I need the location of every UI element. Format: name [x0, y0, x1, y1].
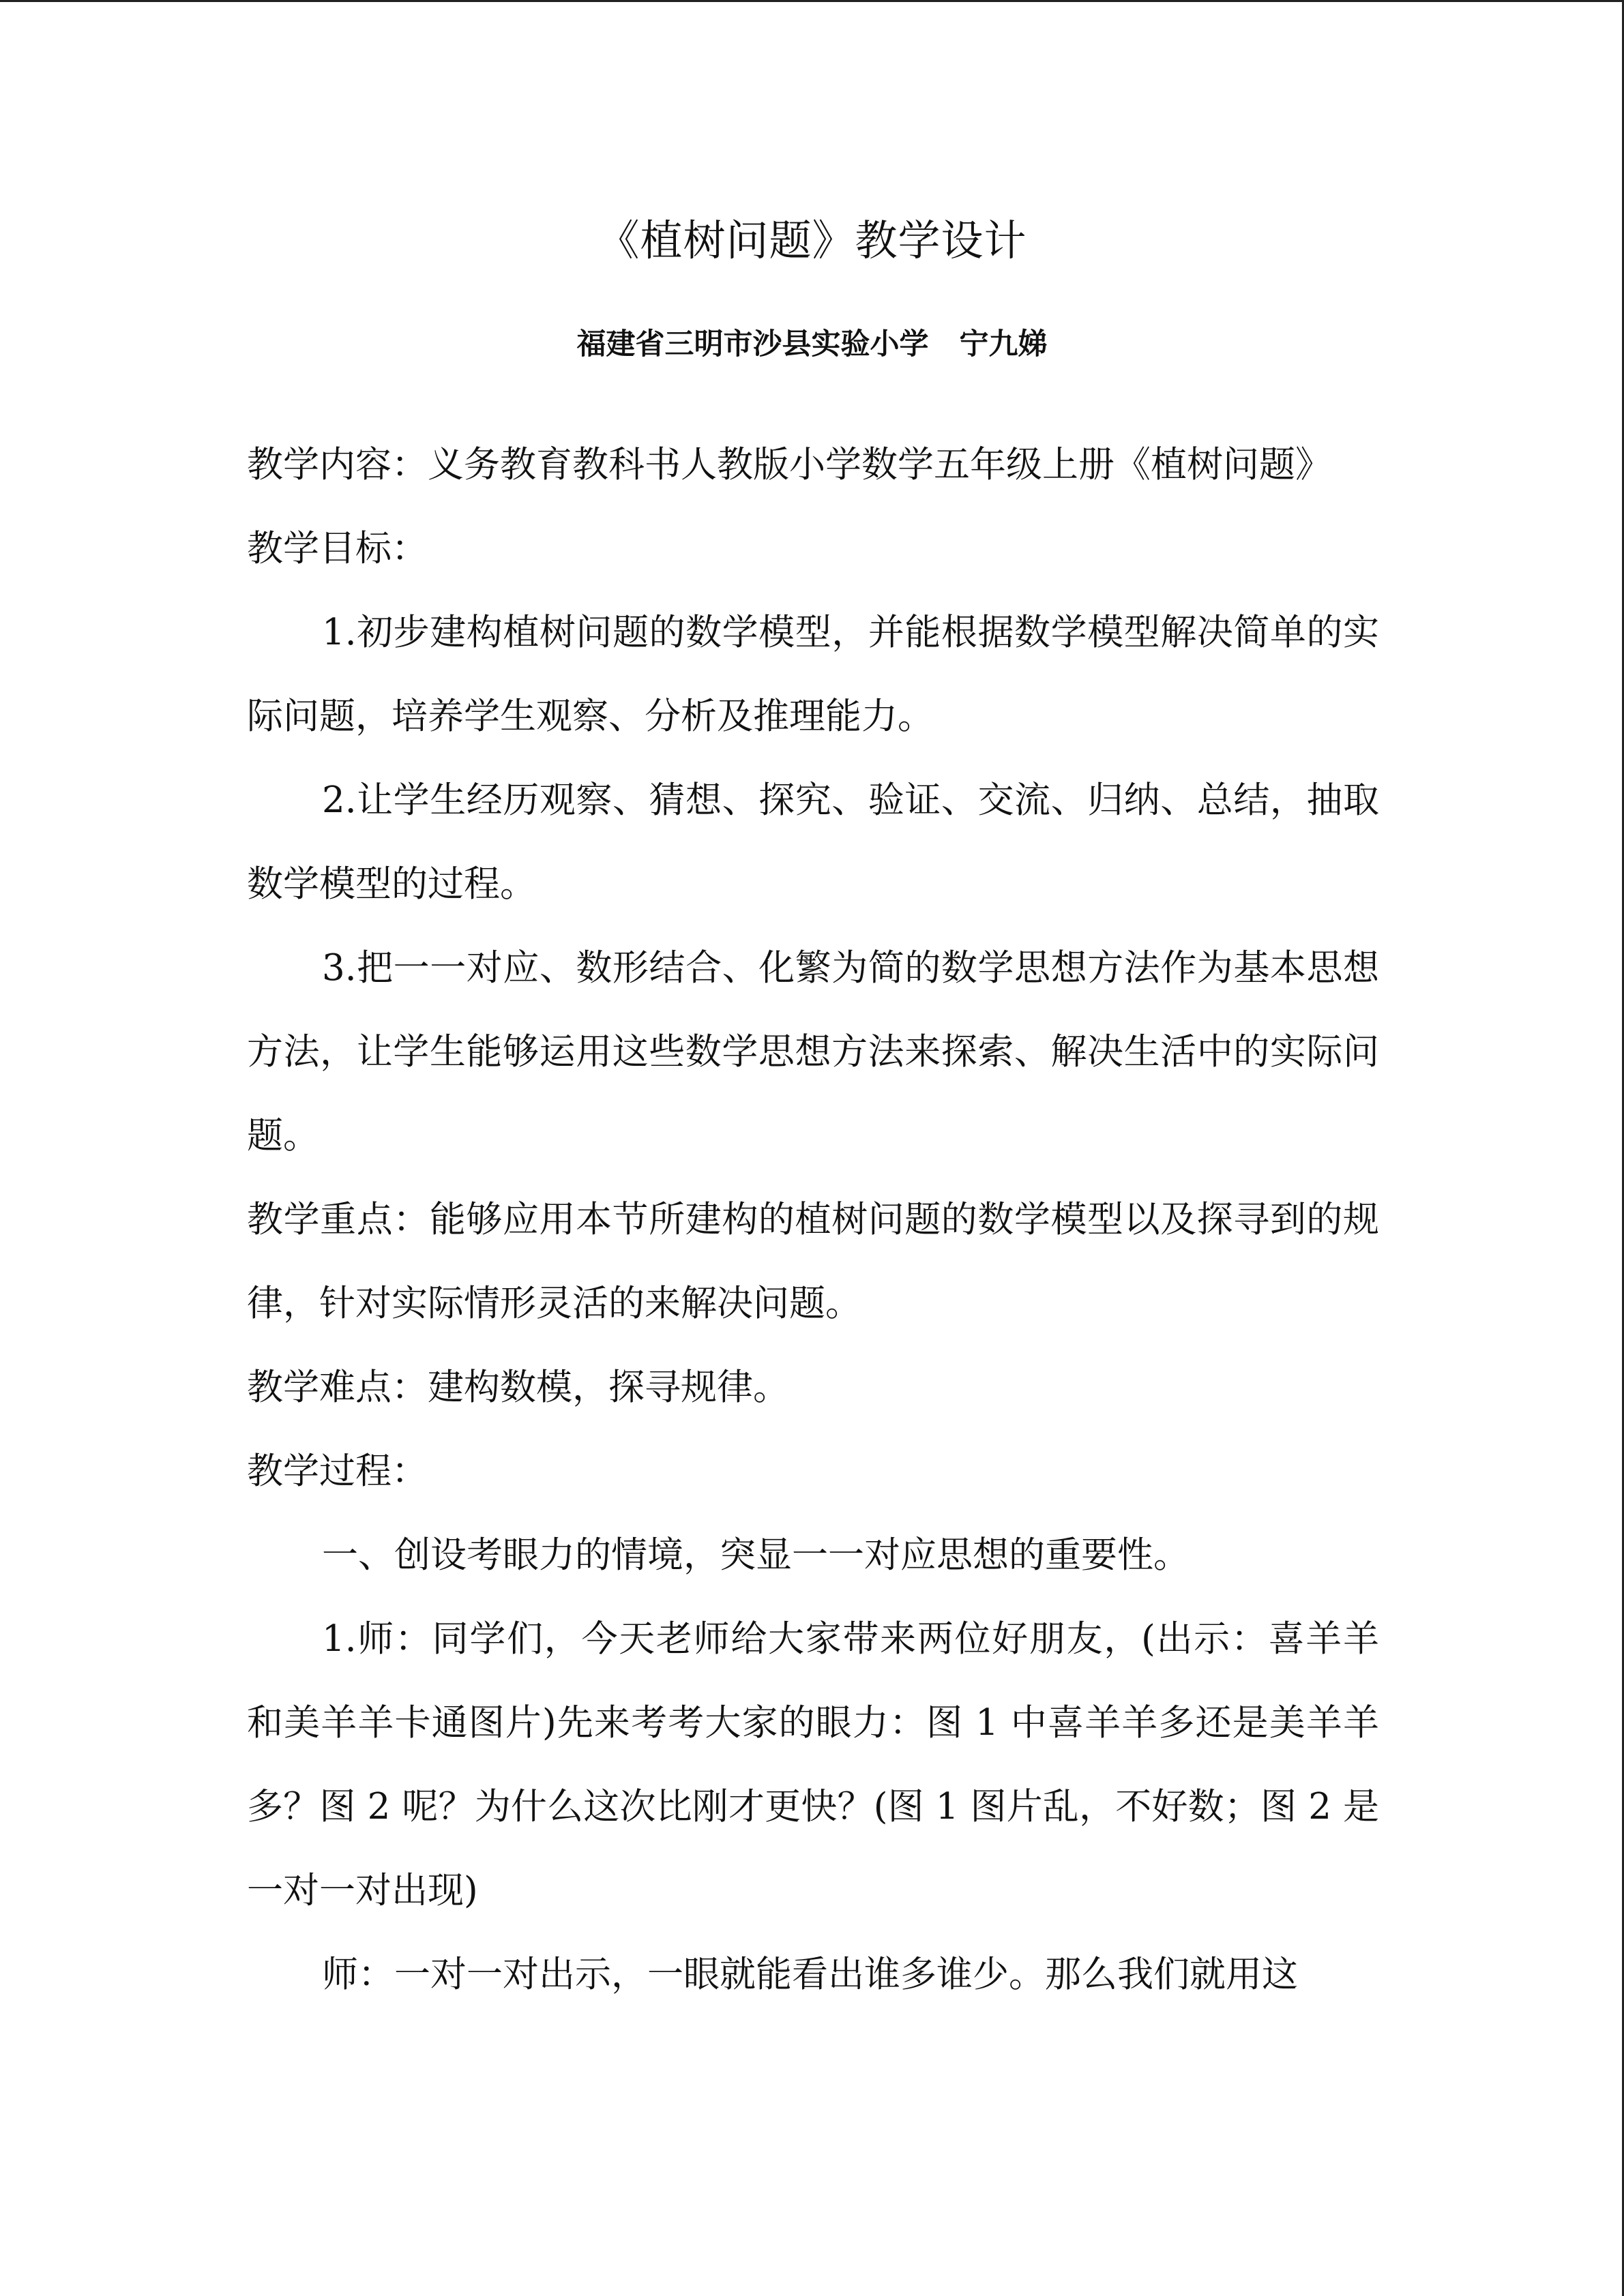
paragraph-objectives-heading: 教学目标： [247, 528, 428, 569]
paragraph-key-points: 教学重点：能够应用本节所建构的植树问题的数学模型以及探寻到的规律，针对实际情形灵活的来解决问题。 [247, 1199, 1379, 1324]
paragraph-difficulties: 教学难点：建构数模，探寻规律。 [247, 1367, 789, 1408]
document-body [247, 423, 1379, 2016]
page-border-top [0, 0, 1624, 2]
document-author: 福建省三明市沙县实验小学 宁九娣 [576, 327, 1048, 361]
paragraph-section-1-heading: 一、创设考眼力的情境，突显一一对应思想的重要性。 [322, 1534, 1190, 1576]
paragraph-process-heading: 教学过程： [247, 1450, 428, 1492]
document-title: 《植树问题》教学设计 [597, 215, 1027, 265]
paragraph-content: 教学内容：义务教育教科书人教版小学数学五年级上册《植树问题》 [247, 444, 1331, 486]
paragraph-step-1: 1.师：同学们，今天老师给大家带来两位好朋友，(出示：喜羊羊和美羊羊卡通图片)先来考考大家的眼力：图 1 中喜羊羊多还是美羊羊多？图 2 呢？为什么这次比刚才更快？(图 1 图片乱，不好数；图 2 是一对一对出现) [247, 1618, 1379, 1911]
paragraph-teacher-remark: 师：一对一对出示，一眼就能看出谁多谁少。那么我们就用这 [322, 1954, 1298, 1995]
paragraph-objective-2: 2.让学生经历观察、猜想、探究、验证、交流、归纳、总结，抽取数学模型的过程。 [247, 779, 1379, 905]
paragraph-objective-3: 3.把一一对应、数形结合、化繁为简的数学思想方法作为基本思想方法，让学生能够运用这些数学思想方法来探索、解决生活中的实际问题。 [247, 947, 1379, 1157]
paragraph-objective-1: 1.初步建构植树问题的数学模型，并能根据数学模型解决简单的实际问题，培养学生观察、分析及推理能力。 [247, 612, 1379, 737]
